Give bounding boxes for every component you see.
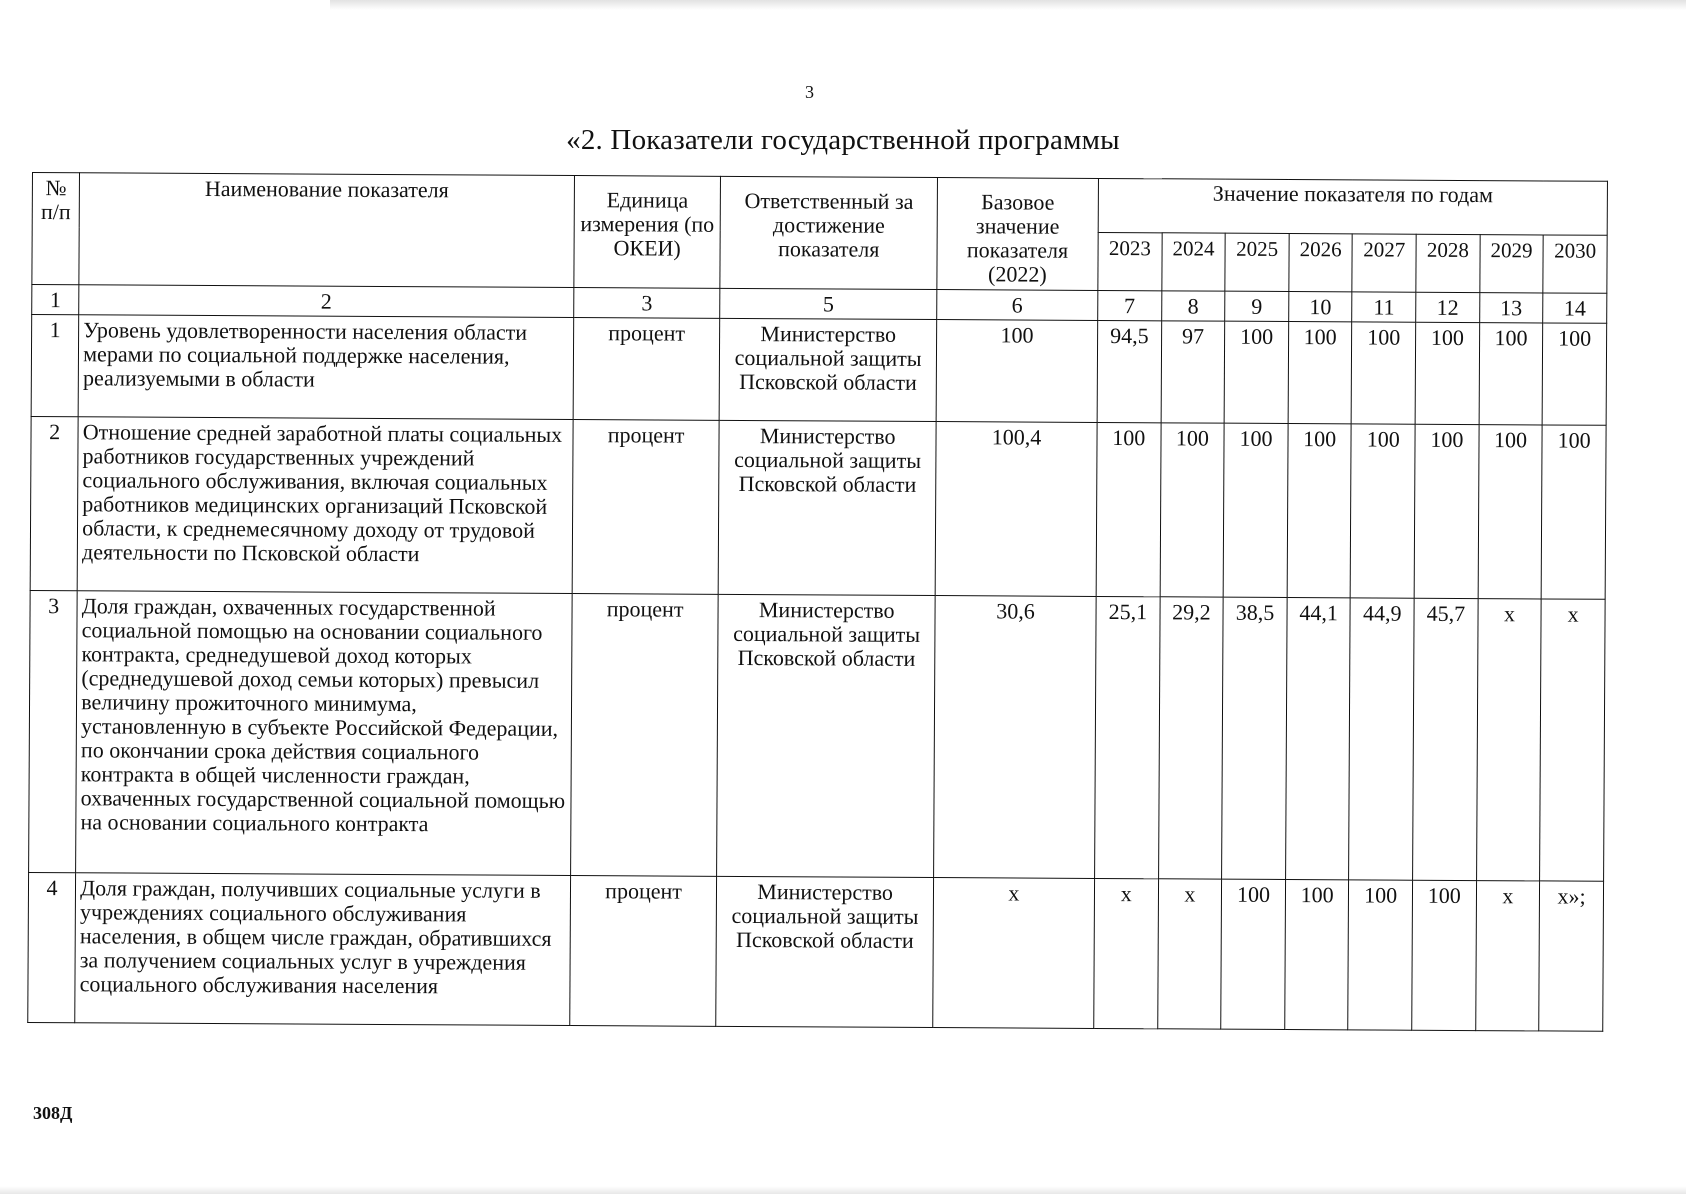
year-value: х	[1476, 599, 1541, 881]
year-value: 100	[1160, 423, 1225, 597]
scan-edge-top	[330, 0, 1686, 10]
base-value: 100,4	[935, 422, 1097, 597]
header-year: 2026	[1289, 234, 1353, 292]
header-year: 2029	[1480, 235, 1544, 293]
year-value: 100	[1478, 425, 1543, 599]
column-number: 2	[79, 285, 574, 318]
responsible-cell: Министерство социальной защиты Псковской области	[716, 876, 933, 1027]
column-number: 3	[573, 288, 720, 319]
year-value: 100	[1479, 323, 1543, 425]
column-number: 9	[1225, 291, 1289, 321]
year-value: 100	[1351, 424, 1416, 598]
header-row	[32, 173, 1607, 236]
year-value: х»;	[1539, 881, 1604, 1031]
year-value: 100	[1352, 322, 1416, 424]
document-code: 308Д	[33, 1103, 73, 1123]
year-value: 100	[1542, 323, 1606, 425]
header-year: 2027	[1352, 234, 1416, 292]
year-value: 38,5	[1222, 597, 1287, 879]
header-base: Базовое значение показателя (2022)	[937, 178, 1099, 291]
year-value: 44,9	[1349, 598, 1414, 880]
year-value: 100	[1285, 880, 1349, 1030]
column-number: 7	[1098, 290, 1162, 320]
column-number: 14	[1543, 293, 1607, 323]
column-number: 8	[1161, 291, 1225, 321]
year-value: 100	[1541, 425, 1606, 599]
column-number: 10	[1289, 292, 1353, 322]
table-row	[28, 872, 1604, 1031]
header-year: 2025	[1225, 233, 1289, 291]
year-value: 45,7	[1413, 598, 1478, 880]
header-year: 2023	[1098, 233, 1162, 291]
header-responsible: Ответственный за достижение показателя	[720, 176, 937, 289]
page-title: «2. Показатели государственной программы	[566, 124, 1120, 156]
responsible-cell: Министерство социальной защиты Псковской области	[717, 594, 935, 877]
year-value: 100	[1096, 422, 1161, 596]
indicator-name: Доля граждан, охваченных государственной социальной помощью на основании социального контракта, среднедушевой доход которых (среднедушевой доход семьи которых) превысил величину прожиточного минимума, установленную в субъекте Российской Федерации, по окончании срока действия социального контракта в общей численности граждан, охваченных государственной социальной помощью на основании социального контракта	[76, 591, 572, 876]
responsible-cell: Министерство социальной защиты Псковской области	[719, 420, 936, 595]
year-value: 97	[1161, 321, 1225, 423]
year-value: 29,2	[1158, 597, 1223, 879]
year-value: 94,5	[1097, 320, 1161, 422]
column-number: 11	[1352, 292, 1416, 322]
header-num: № п/п	[32, 173, 80, 285]
year-value: 100	[1287, 424, 1352, 598]
indicator-name: Уровень удовлетворенности населения области мерами по социальной поддержке населения, реализуемыми в области	[78, 315, 573, 420]
unit-cell: процент	[572, 420, 720, 595]
header-unit: Единица измерения (по ОКЕИ)	[574, 176, 721, 289]
year-value: 100	[1288, 322, 1352, 424]
year-value: х	[1094, 878, 1158, 1028]
column-number: 5	[720, 288, 937, 319]
year-value: 100	[1348, 880, 1412, 1030]
header-name: Наименование показателя	[79, 173, 574, 288]
responsible-cell: Министерство социальной защиты Псковской области	[720, 318, 937, 421]
year-value: 100	[1223, 423, 1288, 597]
year-value: 100	[1414, 424, 1479, 598]
year-value: х	[1475, 881, 1539, 1031]
indicators-table	[27, 172, 1608, 1032]
base-value: 100	[936, 320, 1098, 423]
unit-cell: процент	[573, 318, 720, 421]
header-year: 2028	[1416, 234, 1480, 292]
row-num: 3	[29, 590, 78, 872]
year-value: х	[1157, 879, 1221, 1029]
header-values-by-year: Значение показателя по годам	[1098, 178, 1607, 235]
table-row	[29, 590, 1606, 881]
scan-edge-bottom	[0, 1186, 1686, 1194]
unit-cell: процент	[569, 876, 717, 1027]
base-value: 30,6	[933, 596, 1096, 879]
year-value: 100	[1221, 879, 1285, 1029]
year-value: 100	[1224, 321, 1288, 423]
column-number: 13	[1479, 293, 1543, 323]
table-row	[31, 315, 1607, 426]
indicator-name: Отношение средней заработной платы социальных работников государственных учреждений социального обслуживания, включая социальных работников медицинских организаций Псковской области, к среднемесячному доходу от трудовой деятельности по Псковской области	[77, 417, 572, 594]
header-year: 2030	[1543, 235, 1607, 293]
table-row	[30, 416, 1606, 599]
column-number: 1	[32, 285, 79, 315]
header-year: 2024	[1161, 233, 1225, 291]
column-number: 6	[937, 290, 1098, 321]
base-value: х	[933, 878, 1095, 1029]
year-value: 44,1	[1285, 598, 1350, 880]
unit-cell: процент	[570, 594, 718, 877]
year-value: 100	[1412, 880, 1476, 1030]
page-number: 3	[805, 82, 814, 102]
row-num: 4	[28, 872, 76, 1022]
year-value: 100	[1415, 322, 1479, 424]
year-value: 25,1	[1095, 596, 1160, 878]
row-num: 1	[31, 315, 79, 417]
indicator-name: Доля граждан, получивших социальные услуги в учреждениях социального обслуживания населения, в общем числе граждан, обратившихся за получением социальных услуг в учреждения социального обслуживания населения	[75, 873, 570, 1026]
year-value: х	[1540, 599, 1605, 881]
row-num: 2	[30, 416, 78, 590]
column-number: 12	[1416, 292, 1480, 322]
